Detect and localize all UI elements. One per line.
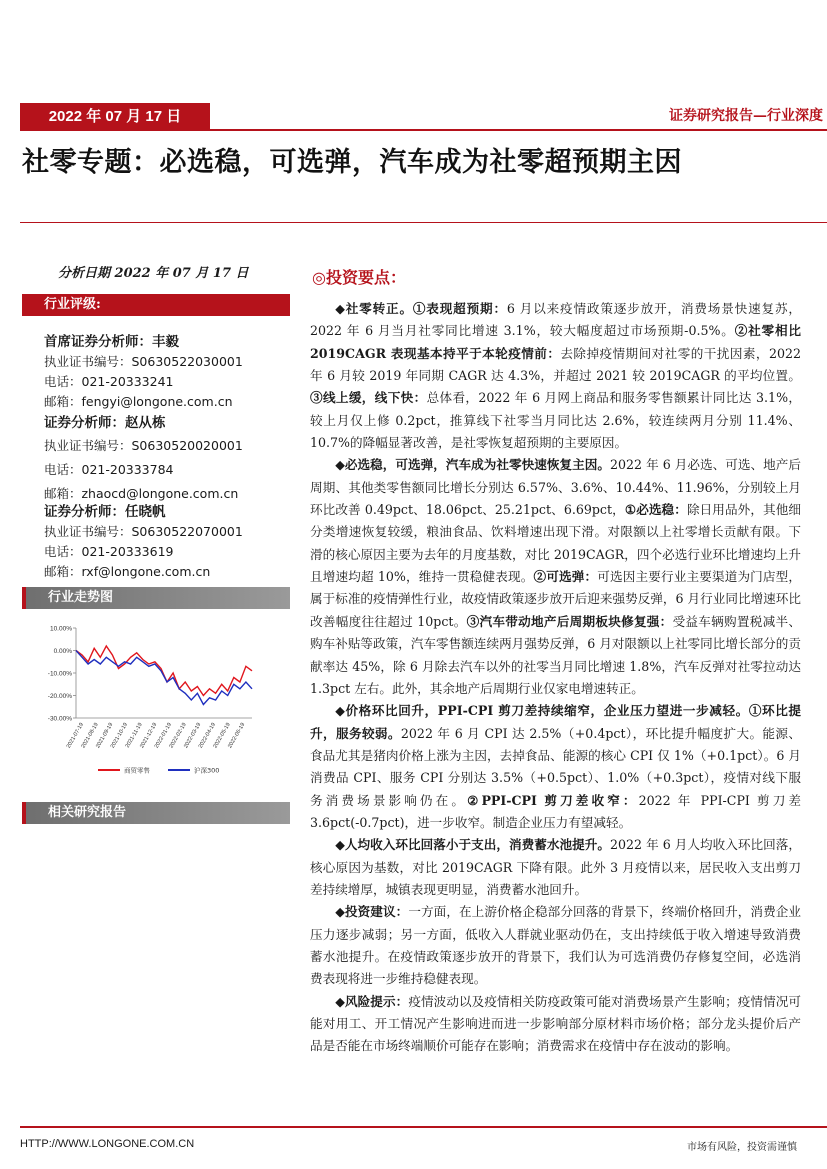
key-point-heading: ◆社零转正。①表现超预期：	[335, 301, 507, 316]
key-point-paragraph	[310, 298, 801, 454]
rating-section-header	[22, 294, 290, 316]
x-tick-label: 2021-10-19	[109, 722, 130, 750]
key-points-body	[310, 298, 801, 1058]
x-tick-label: 2021-12-19	[139, 722, 159, 750]
x-tick-label: 2022-01-19	[153, 722, 174, 750]
series-line-沪深300	[76, 651, 252, 705]
key-point-heading: ②社零相比 2019CAGR 表现基本持平于本轮疫情前：	[310, 323, 802, 361]
analyst-3-cert: 执业证书编号：S0630522070001	[44, 524, 243, 539]
x-tick-label: 2021-08-19	[80, 722, 100, 750]
legend-label: 沪深300	[194, 766, 220, 775]
analyst-2-email[interactable]: 邮箱：zhaocd@longone.com.cn	[44, 486, 239, 501]
x-tick-label: 2022-04-19	[197, 722, 218, 750]
key-point-heading: ◆必选稳，可选弹，汽车成为社零快速恢复主因。	[335, 457, 610, 473]
key-point-heading: ③汽车带动地产后周期板块修复强：	[466, 613, 673, 629]
key-point-text: 受益车辆购置税减半、购车补贴等政策，汽车零售额连续两月强势反弹，6 月对限额以上社零同比增长部分的贡献率达 45%，除 6 月除去汽车以外的社零当月同比增速 1.8%，汽车反弹对社零拉动达 1.3pct 左右。此外，其余地产后周期行业仅家电增速转正。	[310, 613, 802, 696]
y-tick-label: -20.00%	[47, 693, 72, 700]
industry-trend-chart	[40, 622, 266, 782]
x-tick-label: 2022-06-19	[227, 722, 247, 750]
footer-risk-notice: 市场有风险，投资需谨慎	[687, 1142, 797, 1153]
key-point-paragraph	[310, 901, 801, 990]
key-point-text: 可选因主要行业主要渠道为门店型，属于标准的疫情弹性行业，故疫情政策逐步放开后迎来强势反弹，6 月行业同比增速环比改善幅度往往超过 10pct。	[310, 569, 802, 629]
trend-label: 行业走势图	[48, 590, 114, 605]
x-tick-label: 2022-03-19	[183, 722, 203, 750]
x-tick-label: 2022-05-19	[212, 722, 232, 750]
x-tick-label: 2022-02-19	[168, 722, 188, 750]
x-tick-label: 2021-11-19	[124, 722, 144, 750]
key-point-text: 去除掉疫情期间对社零的干扰因素，2022 年 6 月较 2019 年同期 CAGR 达 4.3%，并超过 2021 较 2019CAGR 的平均位置。	[310, 345, 802, 384]
x-tick-label: 2021-09-19	[95, 722, 115, 750]
key-point-text: 总体看，2022 年 6 月网上商品和服务零售额累计同比达 3.1%，较上月仅上修 0.2pct，推算线下社零当月同比达 2.6%，较连续两月分别 11.4%、10.7%的降幅显著改善，是社零恢复超预期的主要原因。	[310, 390, 801, 451]
analyst-1-title: 首席证券分析师：丰毅	[44, 334, 179, 350]
key-points-title: ◎投资要点：	[312, 268, 406, 287]
analyst-1-cert: 执业证书编号：S0630522030001	[44, 354, 243, 369]
key-point-heading: ③线上缓，线下快：	[310, 390, 427, 406]
report-type: 证券研究报告—行业深度	[669, 108, 823, 124]
analyst-3-email[interactable]: 邮箱：rxf@longone.com.cn	[44, 564, 211, 579]
key-point-heading: ①必选稳：	[624, 502, 687, 518]
analyst-1-email[interactable]: 邮箱：fengyi@longone.com.cn	[44, 394, 233, 409]
footer-divider	[20, 1126, 827, 1128]
report-date: 2022 年 07 月 17 日	[48, 108, 182, 125]
analysis-date: 分析日期 2022 年 07 月 17 日	[58, 266, 249, 281]
analyst-3-phone: 电话：021-20333619	[44, 544, 174, 559]
key-point-paragraph	[310, 834, 801, 901]
page-title: 社零专题：必选稳，可选弹，汽车成为社零超预期主因	[22, 147, 682, 178]
x-tick-label: 2021-07-19	[65, 722, 86, 750]
key-point-text: 疫情波动以及疫情相关防疫政策可能对消费场景产生影响；疫情情况可能对用工、开工情况产生影响进而进一步影响部分原材料市场价格；部分龙头提价后产品是否能在市场终端顺价可能存在影响；消费需求在疫情中存在波动的影响。	[310, 993, 802, 1054]
trend-section-header	[22, 587, 290, 609]
analyst-2-phone: 电话：021-20333784	[44, 462, 174, 477]
key-point-text: 2022 年 6 月人均收入环比回落，核心原因为基数，对比 2019CAGR 下降有限。此外 3 月疫情以来，居民收入支出剪刀差持续增厚，城镇表现更明显，消费蓄水池回升。	[310, 837, 801, 897]
key-point-text: 2022 年 6 月 CPI 达 2.5%（+0.4pct），环比提升幅度扩大。能源、食品尤其是猪肉价格上涨为主因，去掉食品、能源的核心 CPI 仅 1%（+0.1pct）。6 月消费品 CPI、服务 CPI 分别达 3.5%（+0.5pct）、1.0%（+0.3pct），疫情对线下服务消费场景影响仍在。	[310, 725, 802, 808]
key-point-text: 一方面，在上游价格企稳部分回落的背景下，终端价格回升，消费企业压力逐步减弱；另一方面，低收入人群就业驱动仍在，支出持续低于收入增速导致消费蓄水池提升。在疫情政策逐步放开的背景下，我们认为可选消费仍存修复空间，必选消费表现将进一步维持稳健表现。	[310, 904, 802, 987]
y-tick-label: -10.00%	[47, 670, 72, 678]
y-tick-label: -30.00%	[47, 715, 72, 723]
header-divider	[20, 129, 827, 131]
key-point-paragraph	[310, 454, 801, 700]
key-point-heading: ◆价格环比回升，PPI-CPI 剪刀差持续缩窄，企业压力望进一步减轻。①环比提升，服务较弱。	[310, 703, 801, 741]
key-point-heading: ◆投资建议：	[335, 904, 409, 920]
legend-label: 商贸零售	[124, 766, 150, 775]
key-point-text: 2022 年 6 月必选、可选、地产后周期、其他类零售额同比增长分别达 6.57%、3.6%、10.44%、11.96%，分别较上月环比改善 0.49pct、18.06pct、25.21pct、6.69pct，	[310, 457, 801, 518]
y-tick-label: 10.00%	[49, 625, 72, 633]
analyst-1-phone: 电话：021-20333241	[44, 374, 174, 389]
related-label: 相关研究报告	[48, 805, 127, 820]
title-divider	[20, 222, 827, 223]
key-point-text: 2022 年 PPI-CPI 剪刀差 3.6pct(-0.7pct)，进一步收窄。制造企业压力有望减轻。	[310, 792, 802, 830]
related-section-header	[22, 802, 290, 824]
key-point-heading: ◆风险提示：	[335, 993, 409, 1009]
key-point-heading: ②可选弹：	[533, 569, 598, 585]
trend-chart-svg	[40, 622, 266, 782]
analyst-3-title: 证券分析师：任晓帆	[44, 504, 166, 520]
analyst-2-cert: 执业证书编号：S0630520020001	[44, 438, 243, 453]
footer-url[interactable]: HTTP://WWW.LONGONE.COM.CN	[20, 1138, 195, 1150]
rating-label: 行业评级:	[44, 297, 101, 312]
key-point-text: 除日用品外，其他细分类增速恢复较缓，粮油食品、饮料增速出现下滑。对限额以上社零增长贡献有限。下滑的核心原因主要为去年的月度基数，对比 2019CAGR，四个必选行业环比增速均上升且增速均超 10%，维持一贯稳健表现。	[310, 502, 801, 585]
series-line-商贸零售	[76, 646, 252, 696]
key-point-heading: ②PPI-CPI 剪刀差收窄：	[467, 792, 639, 808]
key-point-heading: ◆人均收入环比回落小于支出，消费蓄水池提升。	[335, 837, 610, 853]
key-point-paragraph	[310, 700, 801, 834]
key-point-paragraph	[310, 991, 801, 1058]
analyst-2-title: 证券分析师：赵从栋	[44, 415, 166, 431]
y-tick-label: 0.00%	[53, 648, 72, 655]
key-point-text: 6 月以来疫情政策逐步放开，消费场景快速复苏，2022 年 6 月当月社零同比增速 3.1%，较大幅度超过市场预期-0.5%。	[310, 301, 801, 339]
